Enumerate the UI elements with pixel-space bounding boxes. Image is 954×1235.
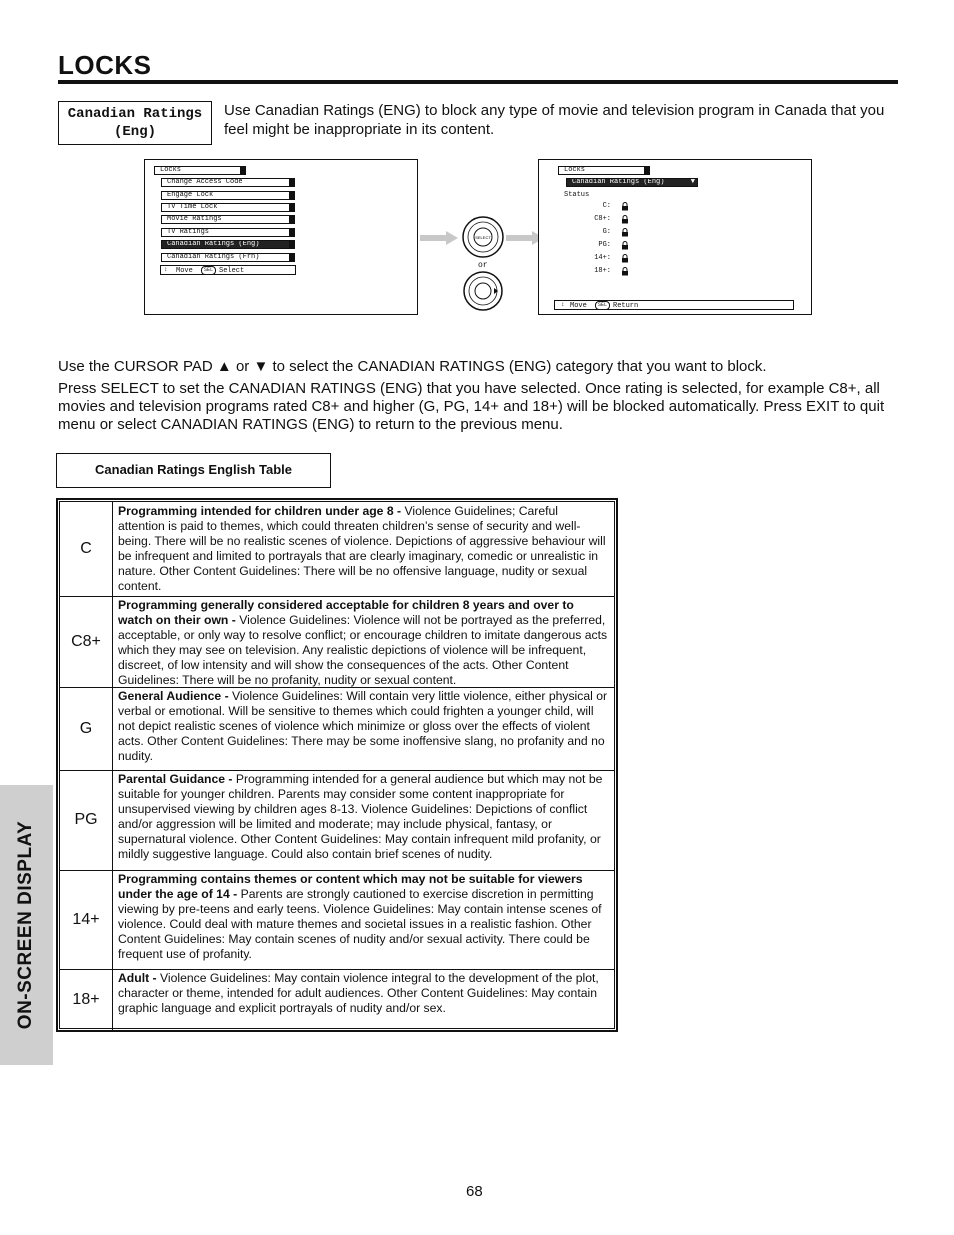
- screen1-footer: [160, 265, 296, 275]
- rating-status-label: PG:: [598, 241, 611, 249]
- rating-code: PG: [60, 770, 113, 870]
- locks-menu-item[interactable]: Canadian Ratings (Frn): [161, 253, 295, 262]
- rating-body: Violence Guidelines: Violence will not be portrayed as the preferred, acceptable, or only way to resolve conflict; or encourage children to imitate dangerous acts which they may see on television. Any realistic depictions of violence will be infrequent, discreet, of low intensity and will show the consequences of the acts. Other Content Guidelines: There will be no profanity, nudity or sexual content.: [118, 613, 608, 687]
- rating-heading: Programming contains themes or content which may not be suitable for viewers under the age of 14 -: [118, 872, 583, 901]
- instruction-cursor-pad: Use the CURSOR PAD ▲ or ▼ to select the CANADIAN RATINGS (ENG) category that you want to block.: [58, 358, 767, 375]
- canadian-ratings-screen: [538, 159, 812, 315]
- cursor-pad-select-icon: [461, 215, 505, 259]
- sel-button-icon: SEL: [201, 266, 216, 275]
- rating-status-label: 18+:: [594, 267, 611, 275]
- locks-menu-item[interactable]: Canadian Ratings (Eng) ▶: [161, 240, 295, 249]
- rating-heading: Programming intended for children under age 8 -: [118, 504, 402, 518]
- rating-body: Violence Guidelines; Careful attention is paid to themes, which could threaten children’s sense of security and well-being. There will be no realistic scenes of violence. Depictions of aggressive behaviour will be infrequent and limited to portrayals that are clearly imaginary, comedic or unrealistic in nature. Other Content Guidelines: There will be no offensive language, nudity or sexual content.: [118, 504, 606, 593]
- locks-menu-item[interactable]: Movie Ratings: [161, 215, 295, 224]
- lock-icon[interactable]: [621, 254, 629, 263]
- side-tab: [0, 785, 53, 1065]
- rating-description: [118, 872, 608, 962]
- rating-description: [118, 689, 608, 764]
- chevron-down-icon: ▼: [690, 178, 695, 186]
- title-rule: [58, 80, 898, 84]
- svg-text:SELECT: SELECT: [475, 235, 491, 240]
- rating-body: Programming intended for a general audience but which may not be suitable for younger children. Parents may consider some content inappropriate for unsupervised viewing by children ages 8-13. Violence Guidelines: Depictions of conflict and/or aggression will be limited and moderate; may include physical, fantasy, or supernatural violence. Other Content Guidelines: May contain infrequent mild profanity, or mildly suggestive language. Could also contain brief scenes of nudity.: [118, 772, 603, 861]
- rating-row: [60, 770, 614, 871]
- locks-menu-item[interactable]: Change Access Code: [161, 178, 295, 187]
- canadian-ratings-eng-submenu[interactable]: Canadian Ratings (Eng) ▼: [566, 178, 698, 187]
- locks-menu-screen: [144, 159, 418, 315]
- rating-code: 18+: [60, 969, 113, 1031]
- screen2-footer-move: Move: [570, 302, 587, 310]
- up-down-arrows-icon: ↕: [561, 301, 565, 308]
- lock-icon[interactable]: [621, 228, 629, 237]
- rating-body: Parents are strongly cautioned to exercise discretion in permitting viewing by pre-teens and early teens. Violence Guidelines: May contain intense scenes of violence. Could deal with mature themes and societal issues in a realistic fashion. Other Content Guidelines: May contain scenes of nudity and/or sexual activity. There could be frequent use of profanity.: [118, 887, 602, 961]
- rating-row: [60, 870, 614, 970]
- sel-button-icon: SEL: [595, 301, 610, 310]
- lock-icon[interactable]: [621, 241, 629, 250]
- locks-menu-item[interactable]: TV Ratings: [161, 228, 295, 237]
- page-title: LOCKS: [58, 50, 152, 80]
- locks-menu-title: Locks: [558, 166, 650, 175]
- intro-text: Use Canadian Ratings (ENG) to block any type of movie and television program in Canada that you feel might be inappropriate in its content.: [224, 102, 885, 138]
- lock-icon[interactable]: [621, 202, 629, 211]
- rating-row: [60, 969, 614, 1031]
- locks-menu-item[interactable]: TV Time Lock: [161, 203, 295, 212]
- rating-heading: Parental Guidance -: [118, 772, 233, 786]
- section-label-line2: (Eng): [113, 124, 156, 140]
- rating-status-label: C8+:: [594, 215, 611, 223]
- rating-status-label: 14+:: [594, 254, 611, 262]
- rating-status-label: G:: [602, 228, 611, 236]
- screen2-footer-action: Return: [613, 302, 639, 310]
- or-label: or: [478, 261, 488, 270]
- locks-menu-title: Locks: [154, 166, 246, 175]
- rating-row: [60, 502, 614, 597]
- lock-icon[interactable]: [621, 267, 629, 276]
- rating-code: C: [60, 502, 113, 596]
- page-number: 68: [466, 1183, 483, 1200]
- rating-description: [118, 772, 608, 862]
- rating-code: 14+: [60, 870, 113, 969]
- rating-heading: Adult -: [118, 971, 157, 985]
- screen2-footer: [554, 300, 794, 310]
- rating-status-label: C:: [602, 202, 611, 210]
- ratings-table: [56, 498, 618, 1032]
- right-arrow-icon: [420, 231, 458, 245]
- section-label-line1: Canadian Ratings: [67, 106, 203, 122]
- rating-description: [118, 504, 608, 594]
- cursor-pad-right-icon: [461, 270, 505, 312]
- rating-body: Violence Guidelines: Will contain very little violence, either physical or verbal or emotional. Will be sensitive to themes which could frighten a younger child, will not depict realistic scenes of violence which minimize or gloss over the effects of violent acts. Other Content Guidelines: There may be some inoffensive slang, no profanity and no nudity.: [118, 689, 608, 763]
- instruction-select: Press SELECT to set the CANADIAN RATINGS (ENG) that you have selected. Once rating is selected, for example C8+, all movies and television programs rated C8+ and higher (G, PG, 14+ and 18+) will be blocked automatically. Press EXIT to quit menu or select CANADIAN RATINGS (ENG) to return to the previous menu.: [58, 380, 885, 433]
- rating-heading: Programming generally considered acceptable for children 8 years and over to watch on their own -: [118, 598, 574, 627]
- screen1-footer-move: Move: [176, 267, 193, 275]
- screen1-footer-action: Select: [219, 267, 245, 275]
- rating-code: C8+: [60, 596, 113, 687]
- status-label: Status: [564, 191, 590, 199]
- side-tab-label: ON-SCREEN DISPLAY: [15, 820, 36, 1030]
- up-down-arrows-icon: ↕: [164, 266, 168, 273]
- rating-body: Violence Guidelines: May contain violence integral to the development of the plot, character or theme, intended for adult audiences. Other Content Guidelines: May contain graphic language and explicit portrayals of nudity and/or sex.: [118, 971, 599, 1015]
- rating-row: [60, 687, 614, 771]
- chevron-right-icon: ▶: [290, 240, 295, 248]
- table-caption: Canadian Ratings English Table: [56, 453, 331, 488]
- section-label-box: [58, 101, 212, 145]
- rating-code: G: [60, 687, 113, 770]
- rating-heading: General Audience -: [118, 689, 229, 703]
- rating-row: [60, 596, 614, 688]
- rating-description: [118, 598, 608, 688]
- lock-icon[interactable]: [621, 215, 629, 224]
- locks-menu-item[interactable]: Engage Lock: [161, 191, 295, 200]
- rating-description: [118, 971, 608, 1016]
